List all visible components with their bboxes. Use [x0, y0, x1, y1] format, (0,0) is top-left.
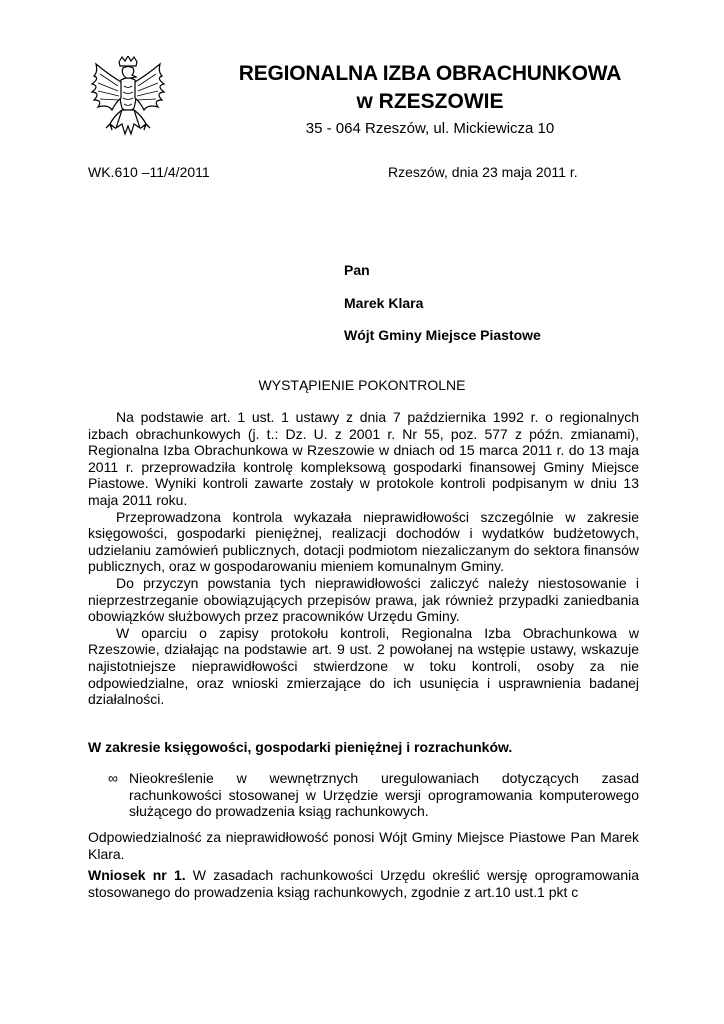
recipient-salutation: Pan: [344, 262, 370, 278]
finding-list-item: [88, 770, 639, 820]
institution-city: w RZESZOWIE: [356, 90, 504, 113]
paragraph: Na podstawie art. 1 ust. 1 ustawy z dnia 7 października 1992 r. o regionalnych izbach obrachunkowych (j. t.: Dz. U. z 2001 r. Nr 55, poz. 577 z późn. zmianami), Regionalna Izba Obrachunkowa w Rzeszowie w dniach od 15 marca 2011 r. do 13 maja 2011 r. przeprowadziła kontrolę kompleksową gospodarki finansowej Gminy Miejsce Piastowe. Wyniki kontroli zawarte zostały w protokole kontroli podpisanym w dniu 13 maja 2011 roku.: [88, 409, 639, 508]
section-heading: W zakresie księgowości, gospodarki pieniężnej i rozrachunków.: [88, 739, 513, 755]
document-date: Rzeszów, dnia 23 maja 2011 r.: [388, 164, 578, 180]
recommendation-text: W zasadach rachunkowości Urzędu określić wersję oprogramowania stosowanego do prowadzenia ksiąg rachunkowych, zgodnie z art.10 ust.1 pkt c: [88, 867, 639, 900]
paragraph: Do przyczyn powstania tych nieprawidłowości zaliczyć należy niestosowanie i nieprzestrzeganie obowiązujących przepisów prawa, jak również przypadki zaniedbania obowiązków służbowych przez pracowników Urzędu Gminy.: [88, 574, 639, 625]
institution-title: REGIONALNA IZBA OBRACHUNKOWA: [238, 62, 622, 85]
body-text: [88, 409, 639, 708]
finding-text: Nieokreślenie w wewnętrznych uregulowaniach dotyczących zasad rachunkowości stosowanej w Urzędzie wersji oprogramowania komputerowego służącego do prowadzenia ksiąg rachunkowych.: [129, 770, 639, 820]
recipient-name: Marek Klara: [344, 295, 424, 311]
recommendation-label: Wniosek nr 1.: [88, 867, 186, 883]
reference-number: WK.610 –11/4/2011: [88, 164, 210, 180]
responsibility-statement: Odpowiedzialność za nieprawidłowość ponosi Wójt Gminy Miejsce Piastowe Pan Marek Klara.: [88, 829, 639, 862]
eagle-emblem-icon: [88, 56, 168, 146]
recipient-position: Wójt Gminy Miejsce Piastowe: [344, 327, 541, 343]
document-title: WYSTĄPIENIE POKONTROLNE: [258, 377, 466, 393]
paragraph: W oparciu o zapisy protokołu kontroli, Regionalna Izba Obrachunkowa w Rzeszowie, działając na podstawie art. 9 ust. 2 powołanej na wstępie ustawy, wskazuje najistotniejsze nieprawidłowości stwierdzone w toku kontroli, osoby za nie odpowiedzialne, oraz wnioski zmierzające do ich usunięcia i usprawnienia badanej działalności.: [88, 624, 639, 708]
bullet-icon: ∞: [108, 770, 118, 786]
institution-address: 35 - 064 Rzeszów, ul. Mickiewicza 10: [305, 120, 555, 137]
paragraph: Przeprowadzona kontrola wykazała nieprawidłowości szczególnie w zakresie księgowości, gospodarki pieniężnej, realizacji dochodów i wydatków budżetowych, udzielaniu zamówień publicznych, dotacji podmiotom niezaliczanym do sektora finansów publicznych, oraz w gospodarowaniu mieniem komunalnym Gminy.: [88, 508, 639, 575]
recommendation: [88, 867, 639, 900]
